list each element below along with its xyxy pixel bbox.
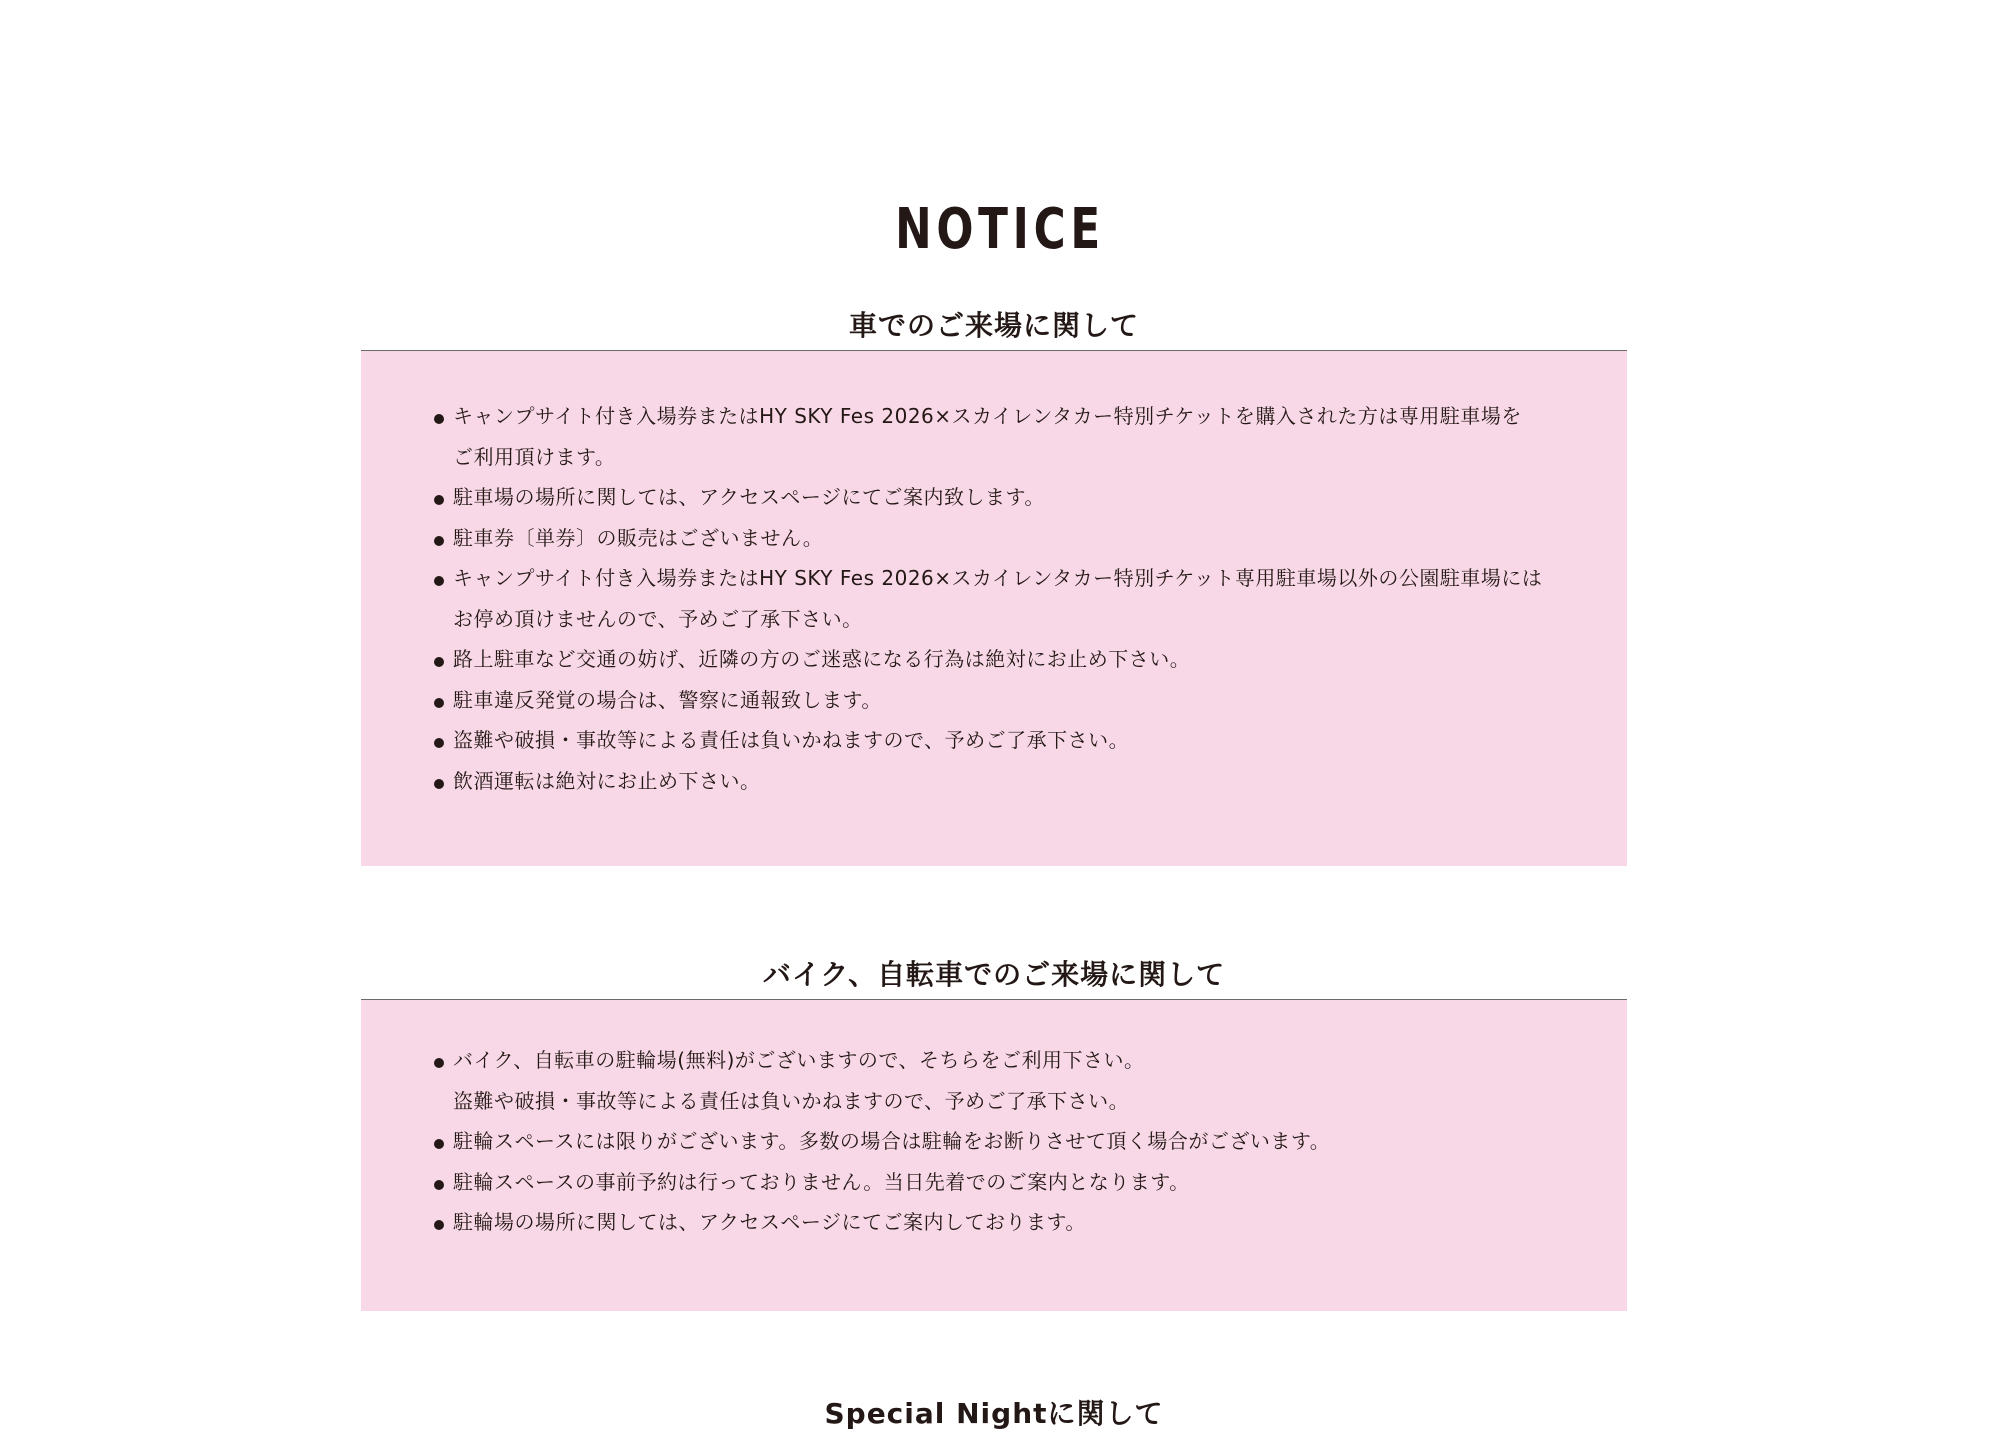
page-title: NOTICE xyxy=(895,197,1105,262)
list-item-text: 駐車違反発覚の場合は、警察に通報致します。 xyxy=(453,687,882,712)
list-item xyxy=(361,639,1627,680)
section-car-access xyxy=(361,306,1627,866)
bullet-icon xyxy=(434,657,444,667)
section-heading: Special Nightに関して xyxy=(824,1397,1164,1430)
bullet-icon xyxy=(434,1139,444,1149)
list-item-text-continued: 盗難や破損・事故等による責任は負いかねますので、予めご了承下さい。 xyxy=(453,1088,1130,1113)
list-item-text: 駐輪スペースには限りがございます。多数の場合は駐輪をお断りさせて頂く場合がございます。 xyxy=(453,1129,1331,1153)
bullet-icon xyxy=(434,414,444,424)
bullet-icon xyxy=(434,738,444,748)
list-item-text: バイク、自転車の駐輪場(無料)がございますので、そちらをご利用下さい。 xyxy=(453,1048,1145,1072)
bullet-icon xyxy=(434,576,444,586)
list-item-text: 路上駐車など交通の妨げ、近隣の方のご迷惑になる行為は絶対にお止め下さい。 xyxy=(453,647,1191,671)
list-item xyxy=(361,680,1627,721)
list-item xyxy=(361,761,1627,802)
bullet-icon xyxy=(434,698,444,708)
list-item-text: キャンプサイト付き入場券またはHY SKY Fes 2026×スカイレンタカー特別チケットを購入された方は専用駐車場を xyxy=(453,404,1522,428)
bullet-icon xyxy=(434,1058,444,1068)
list-item-text: 駐輪場の場所に関しては、アクセスページにてご案内しております。 xyxy=(453,1210,1086,1234)
list-item-text: 駐輪スペースの事前予約は行っておりません。当日先着でのご案内となります。 xyxy=(453,1169,1190,1194)
bullet-icon xyxy=(434,495,444,505)
list-item xyxy=(361,558,1627,639)
section-special-night xyxy=(361,1394,1627,1438)
list-item-text: 駐車場の場所に関しては、アクセスページにてご案内致します。 xyxy=(453,485,1045,509)
list-item xyxy=(361,1040,1627,1121)
list-item xyxy=(361,1202,1627,1243)
list-item xyxy=(361,720,1627,761)
section-body xyxy=(361,1000,1627,1311)
bullet-icon xyxy=(434,536,444,546)
list-item xyxy=(361,1121,1627,1162)
list-item-text: 盗難や破損・事故等による責任は負いかねますので、予めご了承下さい。 xyxy=(453,728,1130,752)
list-item-text-continued: お停め頂けませんので、予めご了承下さい。 xyxy=(453,606,863,631)
list-item-text: 飲酒運転は絶対にお止め下さい。 xyxy=(453,768,761,793)
list-item-text-continued: ご利用頂けます。 xyxy=(453,444,616,469)
section-body xyxy=(361,351,1627,866)
bullet-icon xyxy=(434,779,444,789)
list-item-text: キャンプサイト付き入場券またはHY SKY Fes 2026×スカイレンタカー特別チケット専用駐車場以外の公園駐車場には xyxy=(453,566,1543,590)
notice-list xyxy=(361,396,1627,801)
list-item xyxy=(361,396,1627,477)
list-item xyxy=(361,518,1627,559)
section-heading: 車でのご来場に関して xyxy=(848,309,1139,342)
bullet-icon xyxy=(434,1220,444,1230)
list-item xyxy=(361,1162,1627,1203)
section-heading: バイク、自転車でのご来場に関して xyxy=(762,958,1226,991)
list-item-text: 駐車券〔単券〕の販売はございません。 xyxy=(453,525,824,550)
section-bike-access xyxy=(361,955,1627,1311)
list-item xyxy=(361,477,1627,518)
notice-list xyxy=(361,1040,1627,1243)
bullet-icon xyxy=(434,1180,444,1190)
